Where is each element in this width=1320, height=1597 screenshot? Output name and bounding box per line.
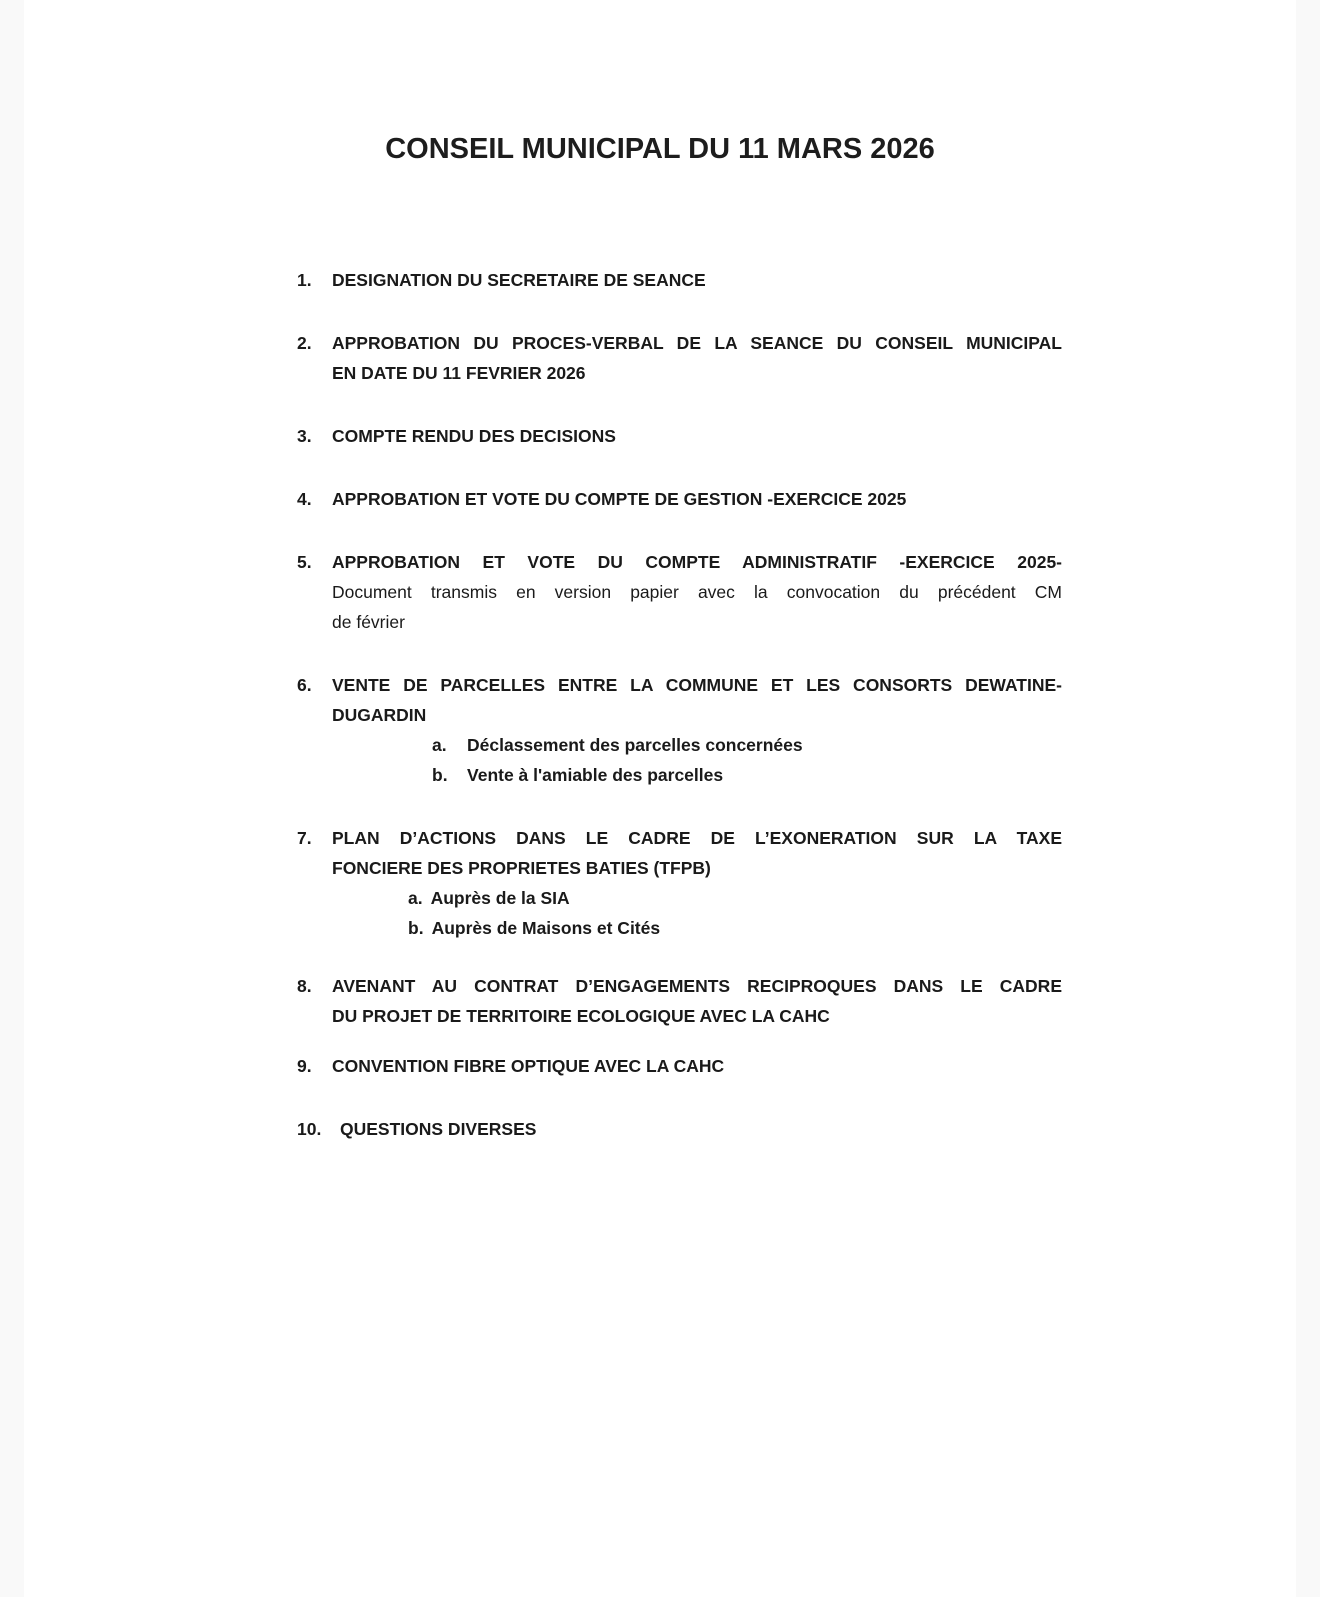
subitem-marker: a. (408, 888, 423, 908)
agenda-subitem-6b (432, 760, 1062, 790)
agenda-item-6 (297, 670, 1062, 790)
item-number: 2. (297, 333, 312, 353)
agenda-item-9 (297, 1051, 1062, 1081)
item-text-line: DESIGNATION DU SECRETAIRE DE SEANCE (332, 270, 706, 290)
subitem-text: Déclassement des parcelles concernées (467, 735, 803, 755)
item-text-line: APPROBATION ET VOTE DU COMPTE DE GESTION -EXERCICE 2025 (332, 489, 907, 509)
item-text-line: CONVENTION FIBRE OPTIQUE AVEC LA CAHC (332, 1056, 725, 1076)
subitem-text: Vente à l'amiable des parcelles (467, 765, 724, 785)
item-note-line: de février (332, 612, 405, 632)
agenda-subitem-7a (408, 883, 1062, 913)
item-number: 5. (297, 552, 312, 572)
page-gutter-right (1296, 0, 1320, 1597)
item-note-line: Document transmis en version papier avec la convocation du précédent CM (332, 582, 1062, 602)
agenda-item-3 (297, 421, 1062, 451)
subitem-text: Auprès de la SIA (430, 888, 570, 908)
item-text-line: DUGARDIN (332, 705, 427, 725)
item-text-line: APPROBATION DU PROCES-VERBAL DE LA SEANCE DU CONSEIL MUNICIPAL (332, 333, 1062, 353)
subitem-marker: a. (432, 735, 447, 755)
agenda-subitem-6a (432, 730, 1062, 760)
item-text-line: PLAN D’ACTIONS DANS LE CADRE DE L’EXONERATION SUR LA TAXE (332, 828, 1062, 848)
item-text-line: EN DATE DU 11 FEVRIER 2026 (332, 363, 586, 383)
item-text-line: AVENANT AU CONTRAT D’ENGAGEMENTS RECIPROQUES DANS LE CADRE (332, 976, 1062, 996)
page-gutter-left (0, 0, 24, 1597)
item-number: 10. (297, 1119, 322, 1139)
item-text-line: VENTE DE PARCELLES ENTRE LA COMMUNE ET LES CONSORTS DEWATINE- (332, 675, 1062, 695)
item-text-line: COMPTE RENDU DES DECISIONS (332, 426, 616, 446)
item-text-line: APPROBATION ET VOTE DU COMPTE ADMINISTRATIF -EXERCICE 2025- (332, 552, 1062, 572)
subitem-marker: b. (432, 765, 448, 785)
item-text-line: FONCIERE DES PROPRIETES BATIES (TFPB) (332, 858, 711, 878)
agenda-item-4 (297, 484, 1062, 514)
agenda-subitem-7b (408, 913, 1062, 943)
item-number: 3. (297, 426, 312, 446)
item-number: 4. (297, 489, 312, 509)
document-page (24, 0, 1296, 1597)
agenda-item-7 (297, 823, 1062, 943)
item-number: 9. (297, 1056, 312, 1076)
item-number: 6. (297, 675, 312, 695)
item-number: 1. (297, 270, 312, 290)
agenda-item-2 (297, 328, 1062, 388)
agenda-item-1 (297, 265, 1062, 295)
document-title: CONSEIL MUNICIPAL DU 11 MARS 2026 (385, 133, 935, 165)
item-text-line: QUESTIONS DIVERSES (340, 1119, 537, 1139)
agenda-item-8 (297, 971, 1062, 1031)
item-number: 7. (297, 828, 312, 848)
item-number: 8. (297, 976, 312, 996)
subitem-text: Auprès de Maisons et Cités (431, 918, 661, 938)
agenda-item-10 (297, 1114, 1062, 1144)
subitem-marker: b. (408, 918, 424, 938)
agenda-item-5 (297, 547, 1062, 637)
item-text-line: DU PROJET DE TERRITOIRE ECOLOGIQUE AVEC LA CAHC (332, 1006, 830, 1026)
agenda-list (297, 265, 1062, 1144)
